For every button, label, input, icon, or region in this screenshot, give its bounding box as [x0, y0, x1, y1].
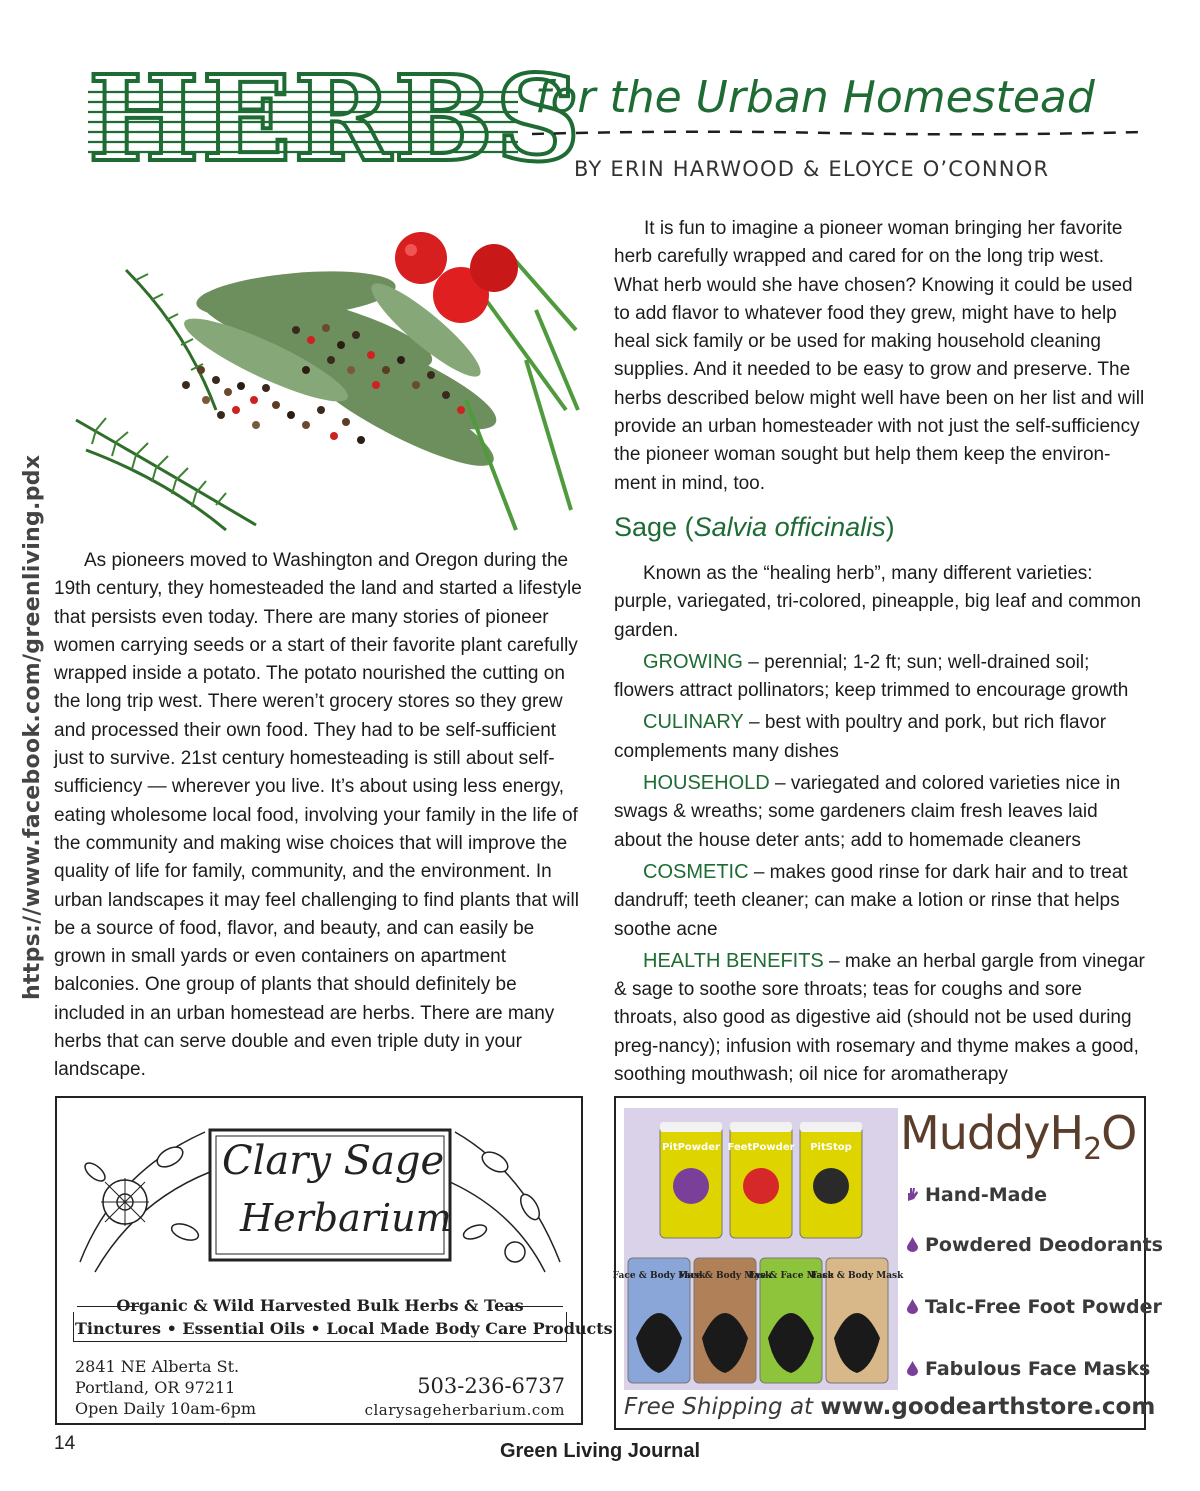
- product-label-feetpowder: FeetPowder: [727, 1142, 795, 1153]
- title-herbs: HERBS: [88, 49, 583, 188]
- clary-floral-frame-icon: [75, 1112, 565, 1277]
- clary-name-line2: Herbarium: [240, 1196, 452, 1240]
- drop-icon: [906, 1299, 919, 1314]
- sage-health: [614, 947, 1148, 1089]
- clary-address-street: 2841 NE Alberta St.: [75, 1357, 240, 1376]
- muddy-free-shipping[interactable]: [624, 1394, 1155, 1420]
- muddy-item-face-masks-text: Fabulous Face Masks: [925, 1358, 1151, 1380]
- sage-growing-text: – perennial; 1-2 ft; sun; well-drained soil; flowers attract pollinators; keep trimmed to encourage growth: [614, 651, 1129, 702]
- sage-household: [614, 769, 1148, 855]
- product-label-mask-2: Face & Body Mask: [678, 1271, 772, 1281]
- product-label-mask-4: Face & Body Mask: [810, 1271, 904, 1281]
- muddy-logo-sub: 2: [1083, 1132, 1102, 1168]
- clary-hours: Open Daily 10am-6pm: [75, 1399, 257, 1418]
- clary-website-link[interactable]: clarysageherbarium.com: [364, 1401, 565, 1419]
- muddy-free-shipping-text: Free Shipping at: [624, 1394, 821, 1420]
- sage-culinary: [614, 708, 1148, 766]
- sage-name: Sage: [614, 512, 678, 542]
- hand-icon: [906, 1187, 919, 1202]
- sage-growing-label: GROWING: [643, 650, 743, 673]
- muddy-item-deodorants-text: Powdered Deodorants: [925, 1234, 1163, 1256]
- intro-right-paragraph: It is fun to imagine a pioneer woman bringing her favorite herb carefully wrapped and cared for on the long trip west. What herb would she have chosen? Knowing it could be used to add flavor to whatever food they grew, might have to help heal sick family or be used for making household cleaning supplies. And it needed to be easy to grow and preserve. The herbs described below might well have been on her list and will provide an urban homesteader with not just the self-sufficiency the pioneer woman sought but help them keep the environ-ment in mind, too.: [614, 218, 1145, 494]
- journal-name: Green Living Journal: [499, 1440, 701, 1462]
- title-subtitle: for the Urban Homestead: [535, 72, 1095, 123]
- sage-cosmetic-label: COSMETIC: [643, 860, 749, 883]
- muddy-item-foot-powder: [906, 1296, 1162, 1318]
- muddy-h2o-ad[interactable]: [612, 1096, 1163, 1430]
- sage-cosmetic: [614, 858, 1148, 944]
- herbs-photo: [66, 210, 578, 536]
- sage-details: [614, 560, 1148, 1092]
- clary-address-city: Portland, OR 97211: [75, 1378, 236, 1397]
- clary-tagline2: Tinctures • Essential Oils • Local Made Body Care Products: [75, 1319, 613, 1338]
- intro-left-paragraph: As pioneers moved to Washington and Oregon during the 19th century, they homesteaded the land and started a lifestyle that persists even today. There are many stories of pioneer women carrying seeds or a start of their favorite plant carefully wrapped inside a potato. The potato nourished the cutting on the long trip west. There weren’t grocery stores so they grew and processed their own food. They had to be self-sufficient just to survive. 21st century homesteading is still about self-sufficiency — wherever you live. It’s about using less energy, eating wholesome local food, involving your family in the life of the community and making wise choices that will improve the quality of life for family, community, and the environment. In urban landscapes it may feel challenging to find plants that will be a source of food, flavor, and beauty, and can easily be grown in small yards or even containers on apartment balconies. One group of plants that should definitely be included in an urban homestead are herbs. There are many herbs that can serve double and even triple duty in your landscape.: [54, 550, 582, 1081]
- clary-phone[interactable]: 503-236-6737: [417, 1374, 565, 1398]
- sage-heading: Sage (Salvia officinalis): [614, 512, 895, 542]
- product-label-mask-1: Face & Body Mask: [612, 1271, 706, 1281]
- sage-intro: Known as the “healing herb”, many different varieties: purple, variegated, tri-colored, pineapple, big leaf and common garden.: [614, 563, 1142, 641]
- sage-growing: [614, 648, 1148, 706]
- sage-household-label: HOUSEHOLD: [643, 772, 770, 795]
- clary-sage-ad[interactable]: [55, 1096, 613, 1425]
- clary-name-line1: Clary Sage: [222, 1138, 445, 1184]
- byline: BY ERIN HARWOOD & ELOYCE O’CONNOR: [574, 157, 1050, 181]
- product-label-pitstop: PitStop: [810, 1142, 852, 1153]
- muddy-item-handmade-text: Hand-Made: [925, 1184, 1047, 1206]
- sage-health-text: – make an herbal gargle from vinegar & sage to soothe sore throats; teas for coughs and sore throats, also good as digestive aid (should not be used during preg-nancy); infusion with rosemary and thyme makes a good, soothing mouthwash; oil nice for aromatherapy: [614, 950, 1145, 1086]
- muddy-item-face-masks: [906, 1358, 1150, 1380]
- product-label-pitpowder: PitPowder: [662, 1142, 720, 1153]
- page-number: 14: [54, 1433, 76, 1454]
- muddy-item-foot-powder-text: Talc-Free Foot Powder: [925, 1296, 1162, 1318]
- muddy-item-handmade: [906, 1184, 1047, 1206]
- sage-culinary-text: – best with poultry and pork, but rich flavor complements many dishes: [614, 712, 1107, 762]
- title-dashed-line: [530, 125, 1145, 139]
- clary-tagline1: Organic & Wild Harvested Bulk Herbs & Teas: [116, 1296, 524, 1315]
- muddy-logo-main: MuddyH: [900, 1106, 1084, 1160]
- muddy-store-link[interactable]: www.goodearthstore.com: [820, 1394, 1156, 1420]
- muddy-item-deodorants: [906, 1234, 1163, 1256]
- sage-household-text: – variegated and colored varieties nice in swags & wreaths; some gardeners claim fresh leaves laid about the house deter ants; add to homemade cleaners: [614, 773, 1121, 851]
- sage-latin-name: Salvia officinalis: [693, 512, 886, 542]
- muddy-logo-end: O: [1101, 1106, 1137, 1160]
- drop-icon: [906, 1237, 919, 1252]
- side-url: https://www.facebook.com/greenliving.pdx: [20, 454, 45, 1000]
- muddy-h2o-logo: [900, 1106, 1136, 1167]
- muddy-products-photo: [612, 1108, 904, 1390]
- sage-cosmetic-text: – makes good rinse for dark hair and to treat dandruff; teeth cleaner; can make a lotion or rinse that helps soothe acne: [614, 861, 1128, 940]
- title-decoration: [88, 60, 518, 190]
- product-label-mask-3: Eye & Face Mask: [748, 1271, 834, 1281]
- sage-culinary-label: CULINARY: [643, 711, 744, 734]
- sage-health-label: HEALTH BENEFITS: [643, 949, 824, 972]
- drop-icon: [906, 1361, 919, 1376]
- clary-address: [75, 1356, 256, 1419]
